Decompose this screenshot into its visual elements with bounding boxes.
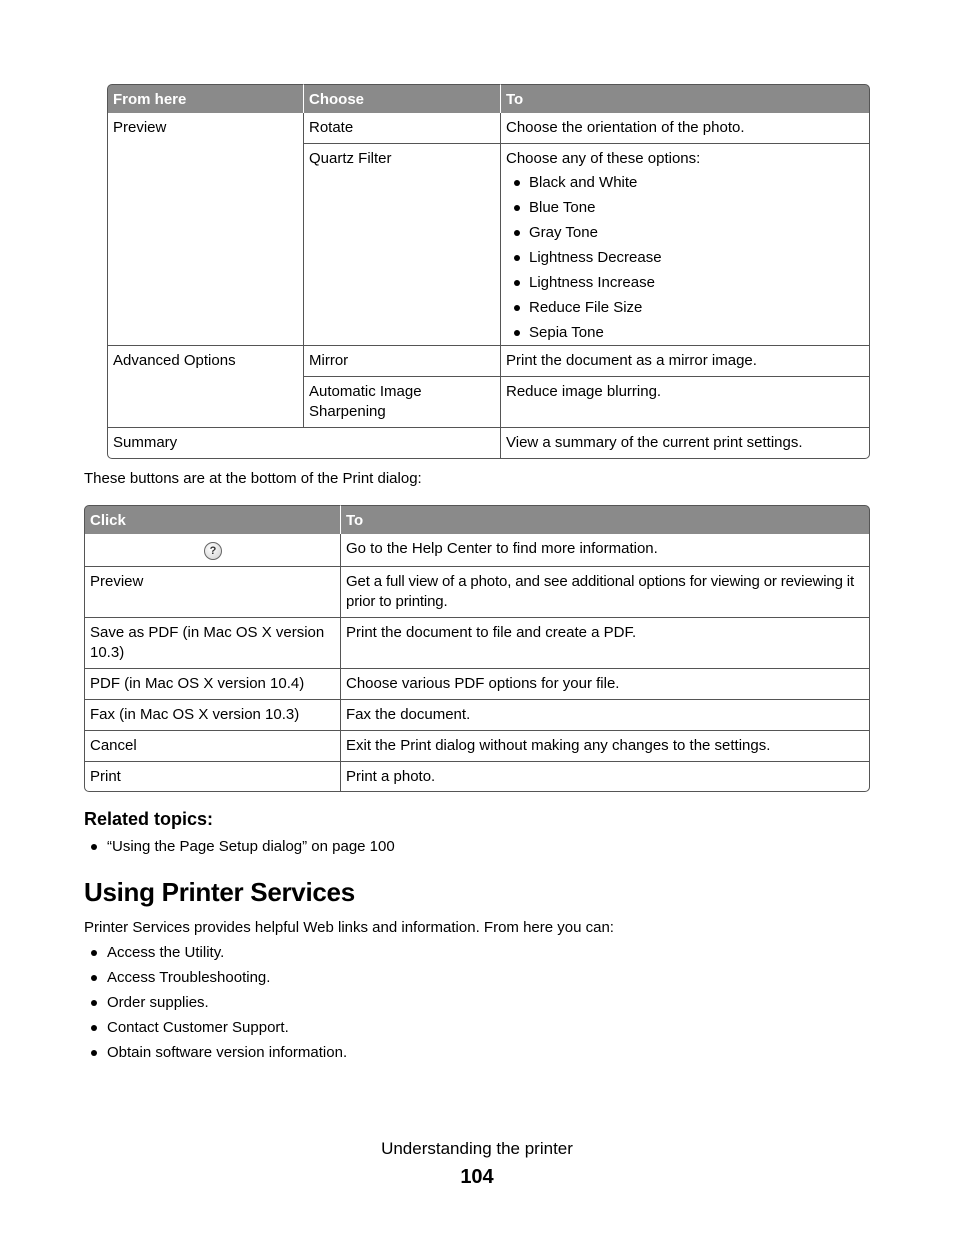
column-header-to: To xyxy=(501,84,870,113)
column-header-to: To xyxy=(341,505,870,534)
table-cell: Quartz Filter xyxy=(304,144,501,346)
list-item: Sepia Tone xyxy=(506,323,865,343)
table-row xyxy=(84,762,870,792)
footer-chapter: Understanding the printer xyxy=(381,1139,573,1158)
related-topics-heading: Related topics: xyxy=(84,809,214,829)
section-title: Using Printer Services xyxy=(84,877,355,907)
table-cell: Print a photo. xyxy=(341,762,870,792)
list-item: Order supplies. xyxy=(84,993,347,1018)
table-cell: Print the document as a mirror image. xyxy=(501,346,870,377)
table-cell: Preview xyxy=(107,113,304,346)
print-options-table xyxy=(107,84,870,459)
list-item: Access Troubleshooting. xyxy=(84,968,347,993)
help-icon: ? xyxy=(204,542,222,560)
table-row xyxy=(84,618,870,669)
list-item: Blue Tone xyxy=(506,198,865,223)
table-cell: Advanced Options xyxy=(107,346,304,428)
table-row xyxy=(84,534,870,567)
table-cell: Save as PDF (in Mac OS X version 10.3) xyxy=(84,618,341,669)
list-item: Lightness Increase xyxy=(506,273,865,298)
options-intro: Choose any of these options: xyxy=(506,150,701,167)
table-row xyxy=(107,113,870,144)
list-item: Gray Tone xyxy=(506,223,865,248)
column-header-from-here: From here xyxy=(107,84,304,113)
table-cell: Reduce image blurring. xyxy=(501,377,870,428)
table-cell: Preview xyxy=(84,567,341,618)
section-intro: Printer Services provides helpful Web links and information. From here you can: xyxy=(84,919,614,936)
table-row xyxy=(84,669,870,700)
table-cell: Go to the Help Center to find more information. xyxy=(341,534,870,567)
table-cell: Cancel xyxy=(84,731,341,762)
list-item: Access the Utility. xyxy=(84,943,347,968)
printer-services-list xyxy=(84,943,347,1068)
list-item: Contact Customer Support. xyxy=(84,1018,347,1043)
table-cell: Automatic Image Sharpening xyxy=(304,377,501,428)
table-cell: Choose various PDF options for your file. xyxy=(341,669,870,700)
table-row xyxy=(84,731,870,762)
table-row xyxy=(107,428,870,459)
table-cell xyxy=(501,144,870,346)
column-header-choose: Choose xyxy=(304,84,501,113)
buttons-intro: These buttons are at the bottom of the Print dialog: xyxy=(84,470,422,487)
page-number: 104 xyxy=(460,1166,494,1188)
dialog-buttons-table xyxy=(84,505,870,792)
table-cell: PDF (in Mac OS X version 10.4) xyxy=(84,669,341,700)
column-header-click: Click xyxy=(84,505,341,534)
table-cell: Fax the document. xyxy=(341,700,870,731)
list-item: Black and White xyxy=(506,173,865,198)
related-topics-list xyxy=(84,837,395,862)
table-cell: Choose the orientation of the photo. xyxy=(501,113,870,144)
table-cell: Rotate xyxy=(304,113,501,144)
quartz-filter-options xyxy=(506,173,865,343)
table-cell: Mirror xyxy=(304,346,501,377)
table-cell: Fax (in Mac OS X version 10.3) xyxy=(84,700,341,731)
table-cell xyxy=(84,534,341,567)
table-cell: Print xyxy=(84,762,341,792)
list-item: Obtain software version information. xyxy=(84,1043,347,1068)
table-row xyxy=(84,567,870,618)
list-item: Lightness Decrease xyxy=(506,248,865,273)
table-row xyxy=(107,346,870,377)
table-cell: View a summary of the current print settings. xyxy=(501,428,870,459)
list-item: Reduce File Size xyxy=(506,298,865,323)
table-cell: Get a full view of a photo, and see additional options for viewing or reviewing it prior to printing. xyxy=(341,567,870,618)
table-cell: Exit the Print dialog without making any changes to the settings. xyxy=(341,731,870,762)
related-topic-link[interactable]: “Using the Page Setup dialog” on page 100 xyxy=(84,837,395,862)
table-cell: Print the document to file and create a PDF. xyxy=(341,618,870,669)
table-row xyxy=(84,700,870,731)
table-cell: Summary xyxy=(107,428,501,459)
